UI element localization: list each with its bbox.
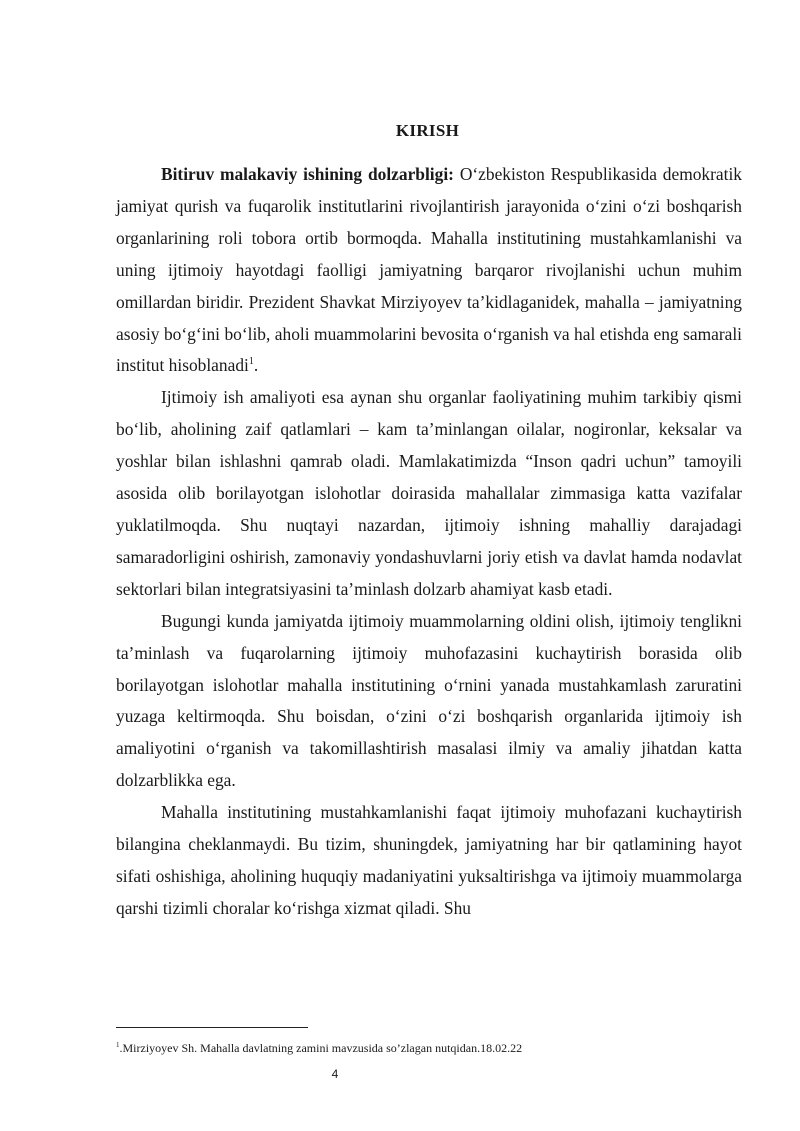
- paragraph-1: [116, 159, 742, 382]
- footnote-text: .Mirziyoyev Sh. Mahalla davlatning zamini mavzusida so’zlagan nutqidan.18.02.22: [119, 1041, 523, 1055]
- paragraph-1-text: O‘zbekiston Respublikasida demokratik jamiyat qurish va fuqarolik institutlarini rivojlantirish jarayonida o‘zini o‘zi boshqarish organlarining roli tobora ortib bormoqda. Mahalla institutining mustahkamlanishi va uning ijtimoiy hayotdagi faolligi jamiyatning barqaror rivojlanishi uchun muhim omillardan biridir. Prezident Shavkat Mirziyoyev ta’kidlaganidek, mahalla – jamiyatning asosiy bo‘g‘ini bo‘lib, aholi muammolarini bevosita o‘rganish va hal etishda eng samarali institut hisoblanadi: [116, 164, 742, 376]
- footnote: [116, 1041, 756, 1055]
- paragraph-2: Ijtimoiy ish amaliyoti esa aynan shu organlar faoliyatining muhim tarkibiy qismi bo‘lib, aholining zaif qatlamlari – kam ta’minlangan oilalar, nogironlar, keksalar va yoshlar bilan ishlashni qamrab oladi. Mamlakatimizda “Inson qadri uchun” tamoyili asosida olib borilayotgan islohotlar doirasida mahallalar zimmasiga katta vazifalar yuklatilmoqda. Shu nuqtayi nazardan, ijtimoiy ishning mahalliy darajadagi samaradorligini oshirish, zamonaviy yondashuvlarni joriy etish va davlat hamda nodavlat sektorlari bilan integratsiyasini ta’minlash dolzarb ahamiyat kasb etadi.: [116, 387, 742, 599]
- paragraph-4: Mahalla institutining mustahkamlanishi faqat ijtimoiy muhofazani kuchaytirish bilangina cheklanmaydi. Bu tizim, shuningdek, jamiyatning har bir qatlamining hayot sifati oshishiga, aholining huquqiy madaniyatini yuksaltirishga va ijtimoiy muammolarga qarshi tizimli choralar ko‘rishga xizmat qiladi. Shu: [116, 802, 742, 918]
- footnote-marker: 1: [116, 1041, 120, 1049]
- paragraph-1-tail: .: [253, 355, 259, 376]
- section-heading: KIRISH: [395, 121, 460, 140]
- relevance-lead: Bitiruv malakaviy ishining dolzarbligi:: [161, 164, 454, 184]
- footnote-separator: [116, 1027, 308, 1028]
- page-number: 4: [331, 1067, 339, 1081]
- paragraph-3: Bugungi kunda jamiyatda ijtimoiy muammolarning oldini olish, ijtimoiy tenglikni ta’minlash va fuqarolarning ijtimoiy muhofazasini kuchaytirish borasida olib borilayotgan islohotlar mahalla institutining o‘rnini yanada mustahkamlash zaruratini yuzaga keltirmoqda. Shu boisdan, o‘zini o‘zi boshqarish organlarida ijtimoiy ish amaliyotini o‘rganish va takomillashtirish masalasi ilmiy va amaliy jihatdan katta dolzarblikka ega.: [116, 610, 742, 791]
- footnote-reference[interactable]: 1: [248, 356, 254, 368]
- body-text: [116, 159, 742, 925]
